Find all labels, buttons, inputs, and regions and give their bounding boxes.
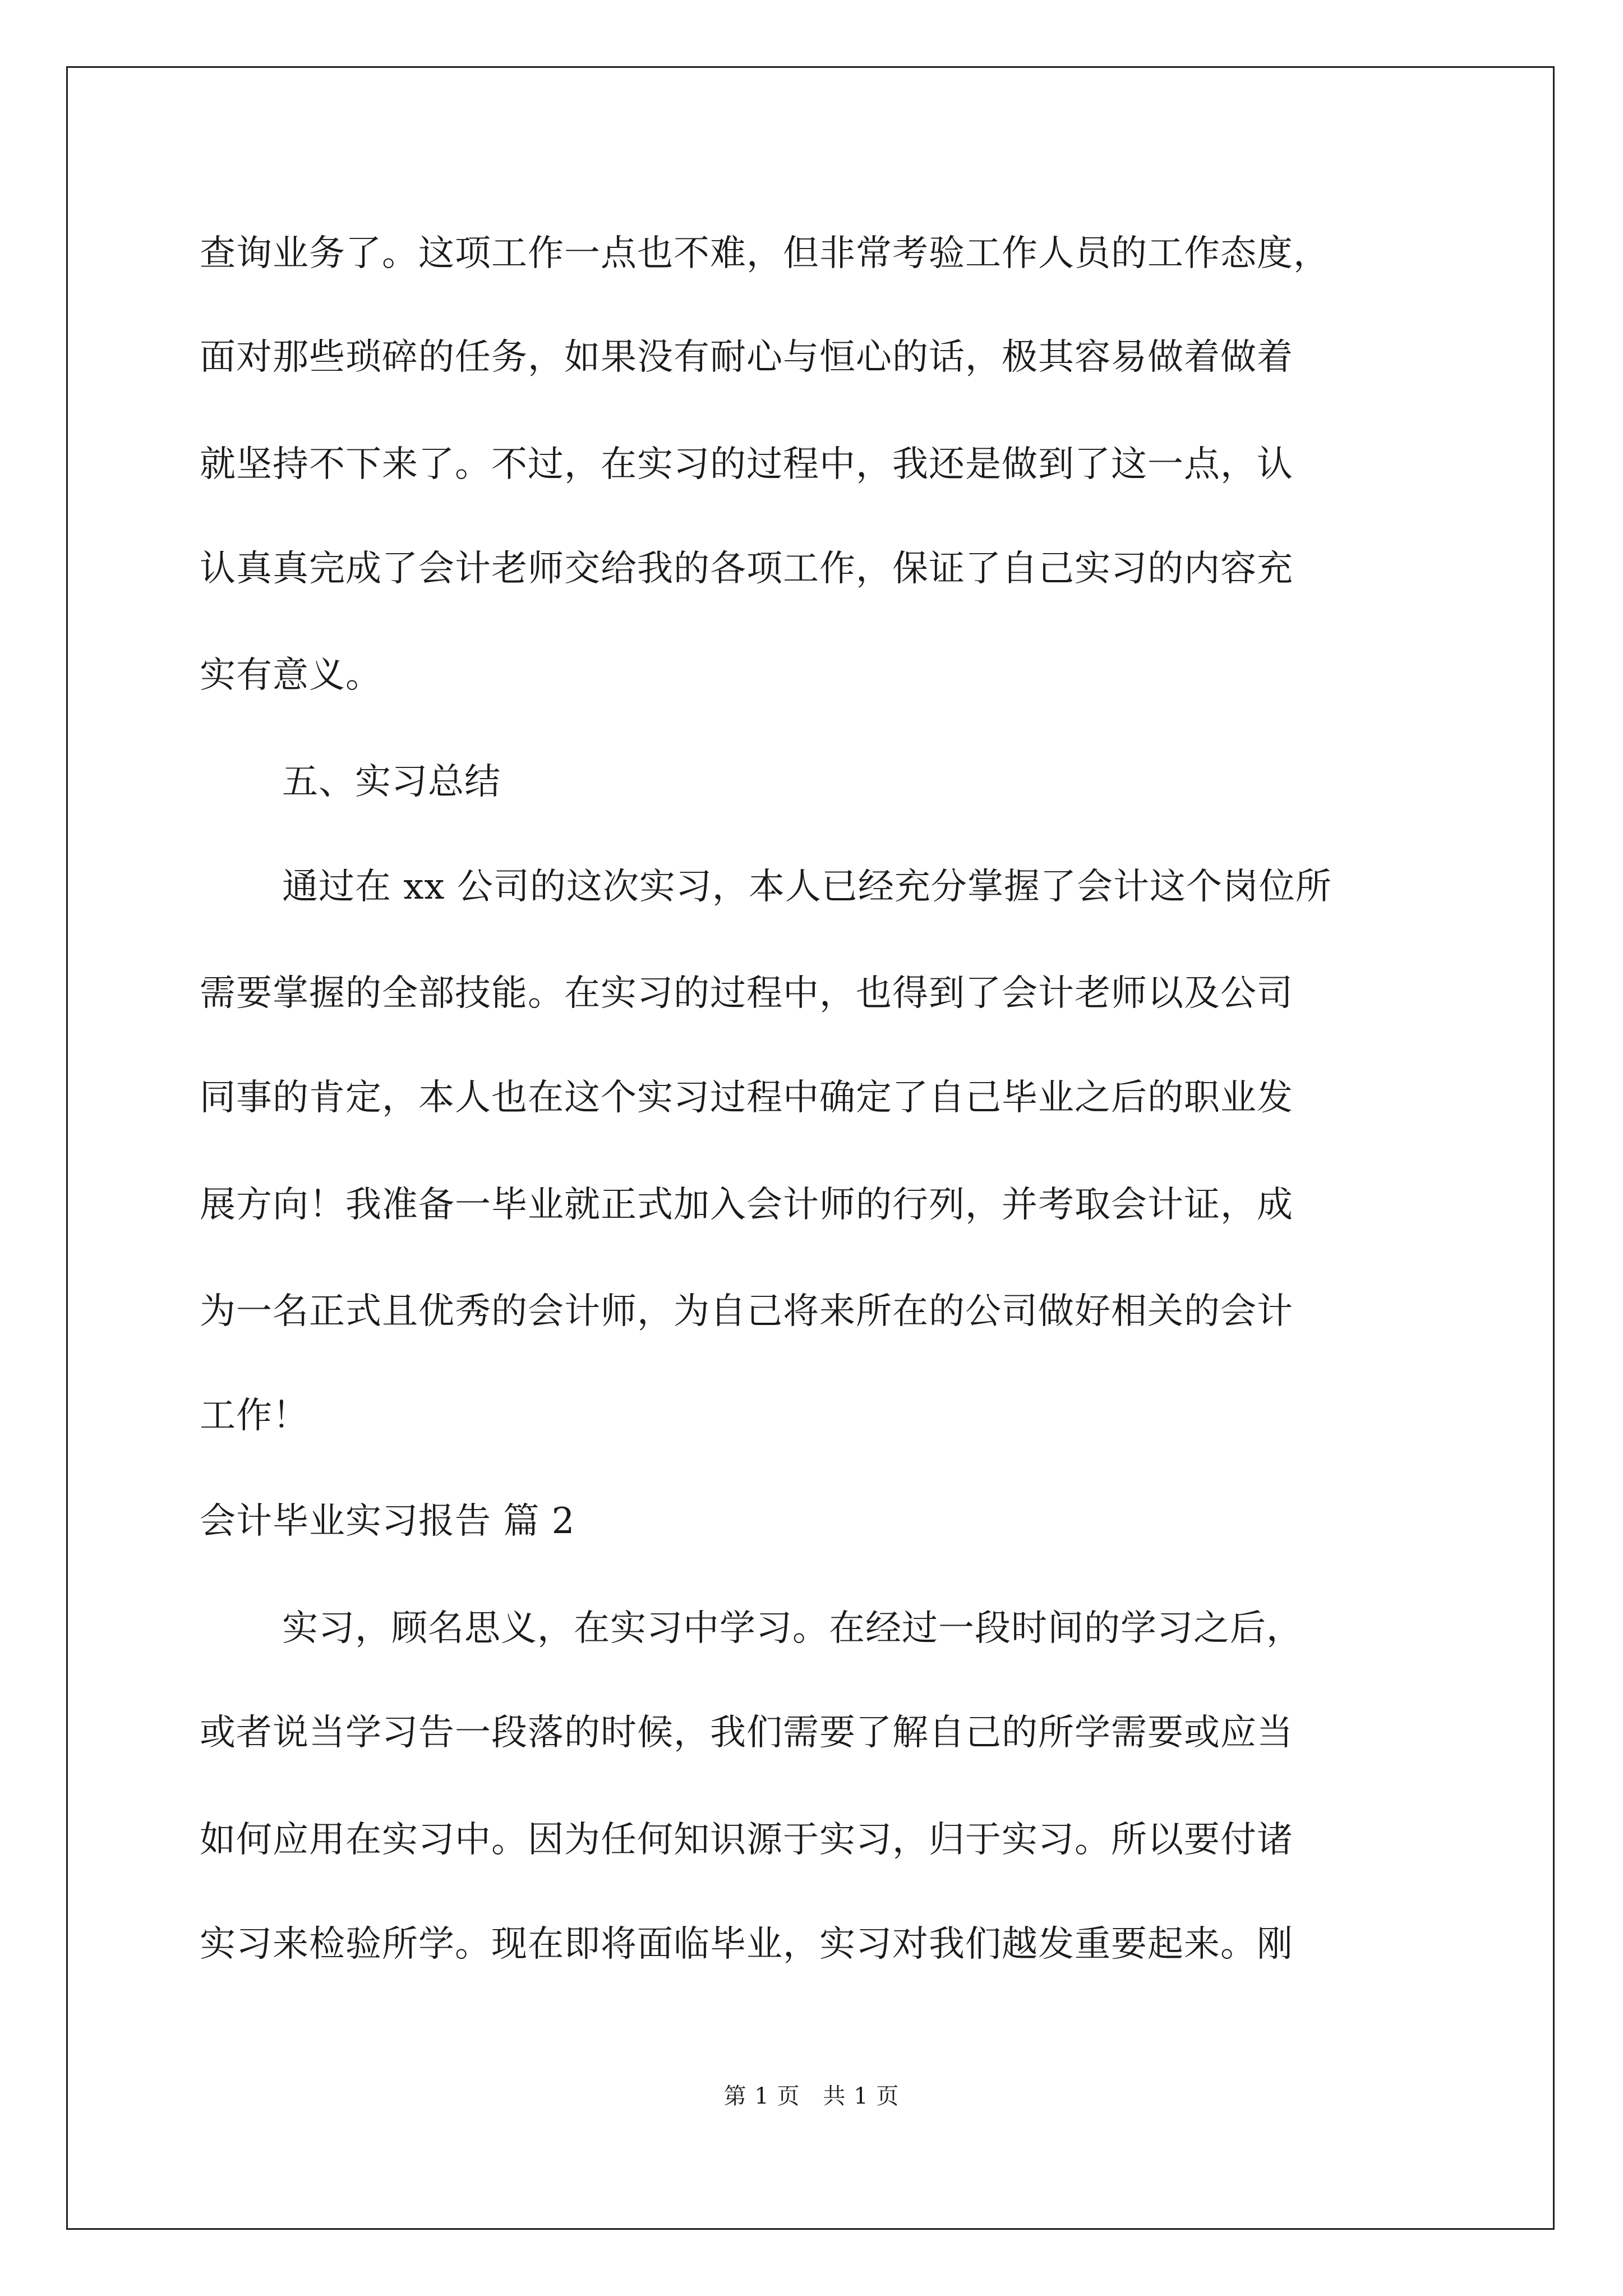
body-line: 展方向！我准备一毕业就正式加入会计师的行列，并考取会计证，成: [200, 1184, 1293, 1226]
body-line: 认真真完成了会计老师交给我的各项工作，保证了自己实习的内容充: [200, 548, 1293, 590]
body-line: 实有意义。: [200, 655, 382, 696]
page-footer: 第 1 页 共 1 页: [723, 2083, 900, 2109]
body-line: 实习，顾名思义，在实习中学习。在经过一段时间的学习之后，: [282, 1608, 1303, 1649]
section-heading: 五、实习总结: [282, 761, 501, 803]
body-line: 通过在 xx 公司的这次实习，本人已经充分掌握了会计这个岗位所: [282, 866, 1332, 908]
body-line: 为一名正式且优秀的会计师，为自己将来所在的公司做好相关的会计: [200, 1291, 1293, 1332]
body-line: 面对那些琐碎的任务，如果没有耐心与恒心的话，极其容易做着做着: [200, 337, 1293, 378]
body-line: 需要掌握的全部技能。在实习的过程中，也得到了会计老师以及公司: [200, 973, 1293, 1014]
body-line: 工作！: [200, 1395, 309, 1437]
body-line: 或者说当学习告一段落的时候，我们需要了解自己的所学需要或应当: [200, 1712, 1293, 1754]
body-line: 如何应用在实习中。因为任何知识源于实习，归于实习。所以要付诸: [200, 1819, 1293, 1861]
body-line: 就坚持不下来了。不过，在实习的过程中，我还是做到了这一点，认: [200, 444, 1293, 485]
body-line: 同事的肯定，本人也在这个实习过程中确定了自己毕业之后的职业发: [200, 1077, 1293, 1119]
page-border: [66, 66, 1555, 2230]
article-heading: 会计毕业实习报告 篇 2: [200, 1501, 575, 1542]
body-line: 实习来检验所学。现在即将面临毕业，实习对我们越发重要起来。刚: [200, 1924, 1293, 1965]
body-line: 查询业务了。这项工作一点也不难，但非常考验工作人员的工作态度，: [200, 233, 1330, 274]
